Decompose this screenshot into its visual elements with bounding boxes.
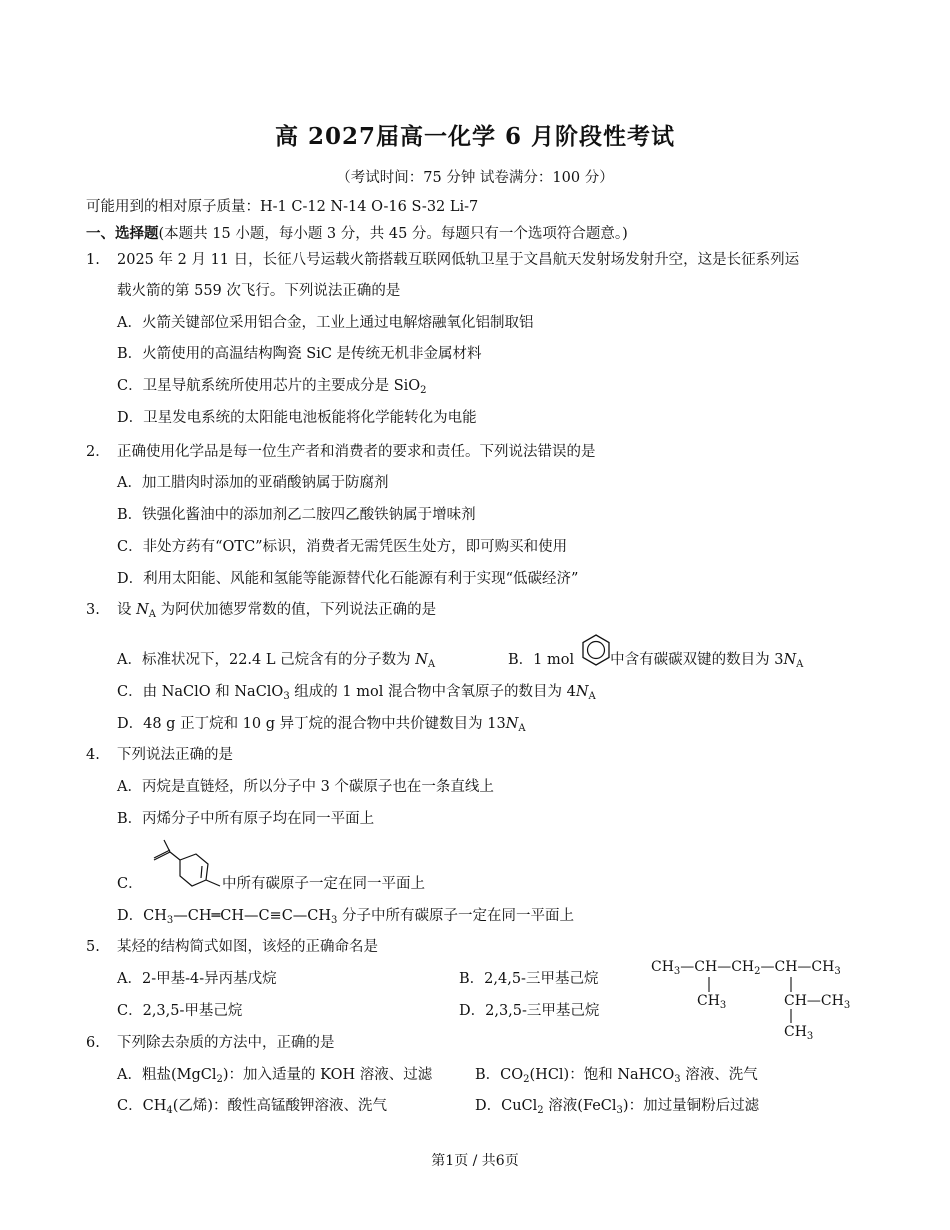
q5-option-c: C．2,3,5-甲基己烷: [117, 1003, 243, 1019]
q6-option-b: B．$CO_2(HCl)$：饱和 NaHCO$_3$ 溶液、洗气: [475, 1067, 758, 1085]
question-4-stem: 下列说法正确的是: [117, 747, 233, 763]
question-1-number: 1.: [86, 252, 100, 268]
q5-option-b: B．2,4,5-三甲基己烷: [459, 971, 599, 987]
q3-option-d: D．48 g 正丁烷和 10 g 异丁烷的混合物中共价键数目为 $13N_A$: [117, 716, 526, 734]
question-1-stem-cont: 载火箭的第 559 次飞行。下列说法正确的是: [117, 283, 401, 299]
q1-option-a: A．火箭关键部位采用铝合金，工业上通过电解熔融氧化铝制取铝: [117, 315, 534, 331]
question-1-stem: 2025 年 2 月 11 日，长征八号运载火箭搭载互联网低轨卫星于文昌航天发射场发射升空，这是长征系列运: [117, 252, 800, 268]
question-3-number: 3.: [86, 602, 100, 618]
q1-option-b: B．火箭使用的高温结构陶瓷 SiC 是传统无机非金属材料: [117, 346, 482, 362]
q4-option-c: 中所有碳原子一定在同一平面上: [222, 876, 425, 892]
page-title: 高 2027届高一化学 6 月阶段性考试: [274, 123, 676, 150]
q6-option-a: A．粗盐(MgCl$_2$)：加入适量的 KOH 溶液、过滤: [117, 1067, 433, 1085]
section-heading: 一、选择题(本题共 15 小题，每小题 3 分，共 45 分。每题只有一个选项符合题意。): [86, 225, 628, 242]
q3-option-c: C．由 NaClO 和 NaClO$_3$ 组成的 1 mol 混合物中含氧原子的数目为 $4N_A$: [117, 684, 596, 702]
q6-option-c: C．$CH_4$(乙烯)：酸性高锰酸钾溶液、洗气: [117, 1098, 388, 1116]
question-2-number: 2．: [86, 444, 110, 460]
q3-option-b: B．1 mol 中含有碳碳双键的数目为 $3N_A$: [508, 652, 804, 670]
q4-option-b: B．丙烯分子中所有原子均在同一平面上: [117, 811, 375, 827]
q5-option-d: D．2,3,5-三甲基己烷: [459, 1003, 600, 1019]
formula-ch3-branch-1: $CH_3$: [697, 993, 727, 1011]
exam-info: （考试时间：75 分钟 试卷满分：100 分）: [336, 170, 614, 186]
atomic-masses: 可能用到的相对原子质量：H-1 C-12 N-14 O-16 S-32 Li-7: [86, 199, 479, 215]
q1-option-c: C．卫星导航系统所使用芯片的主要成分是 SiO$_2$: [117, 378, 427, 396]
q5-option-a: A．2-甲基-4-异丙基戊烷: [117, 971, 277, 987]
formula-ch3-branch-2: $CH_3$: [784, 1024, 814, 1042]
question-3-stem: 设 $N_A$ 为阿伏加德罗常数的值，下列说法正确的是: [117, 602, 437, 620]
q1-option-d: D．卫星发电系统的太阳能电池板能将化学能转化为电能: [117, 410, 477, 426]
question-5-stem: 某烃的结构简式如图，该烃的正确命名是: [117, 939, 378, 955]
question-2-stem: 正确使用化学品是每一位生产者和消费者的要求和责任。下列说法错误的是: [117, 444, 596, 460]
benzene-structure-icon: [579, 633, 613, 667]
q3-option-a: A．标准状况下，22.4 L 己烷含有的分子数为 $N_A$: [117, 652, 436, 670]
q2-option-c: C．非处方药有“OTC”标识，消费者无需凭医生处方，即可购买和使用: [117, 539, 568, 555]
question-6-number: 6.: [86, 1035, 100, 1051]
formula-main-chain: $CH_3—CH—CH_2—CH—CH_3$: [651, 959, 841, 977]
q6-option-d: D．CuCl$_2$ 溶液(FeCl$_3$)：加过量铜粉后过滤: [475, 1098, 760, 1116]
page-footer: 第1页 / 共6页: [431, 1153, 519, 1169]
question-4-number: 4.: [86, 747, 100, 763]
question-5-number: 5.: [86, 939, 100, 955]
q4-option-c-label: C．: [117, 876, 143, 892]
formula-ch-branch: $CH—CH_3$: [784, 993, 851, 1011]
q2-option-a: A．加工腊肉时添加的亚硝酸钠属于防腐剂: [117, 475, 389, 491]
q2-option-d: D．利用太阳能、风能和氢能等能源替代化石能源有利于实现“低碳经济”: [117, 571, 579, 587]
question-6-stem: 下列除去杂质的方法中，正确的是: [117, 1035, 335, 1051]
q4-option-a: A．丙烷是直链烃，所以分子中 3 个碳原子也在一条直线上: [117, 779, 494, 795]
limonene-structure-icon: [150, 838, 222, 888]
q2-option-b: B．铁强化酱油中的添加剂乙二胺四乙酸铁钠属于增味剂: [117, 507, 476, 523]
q4-option-d: D．$CH_3—CH═CH—C\equiv C—CH_3$ 分子中所有碳原子一定在同一平面上: [117, 908, 575, 926]
